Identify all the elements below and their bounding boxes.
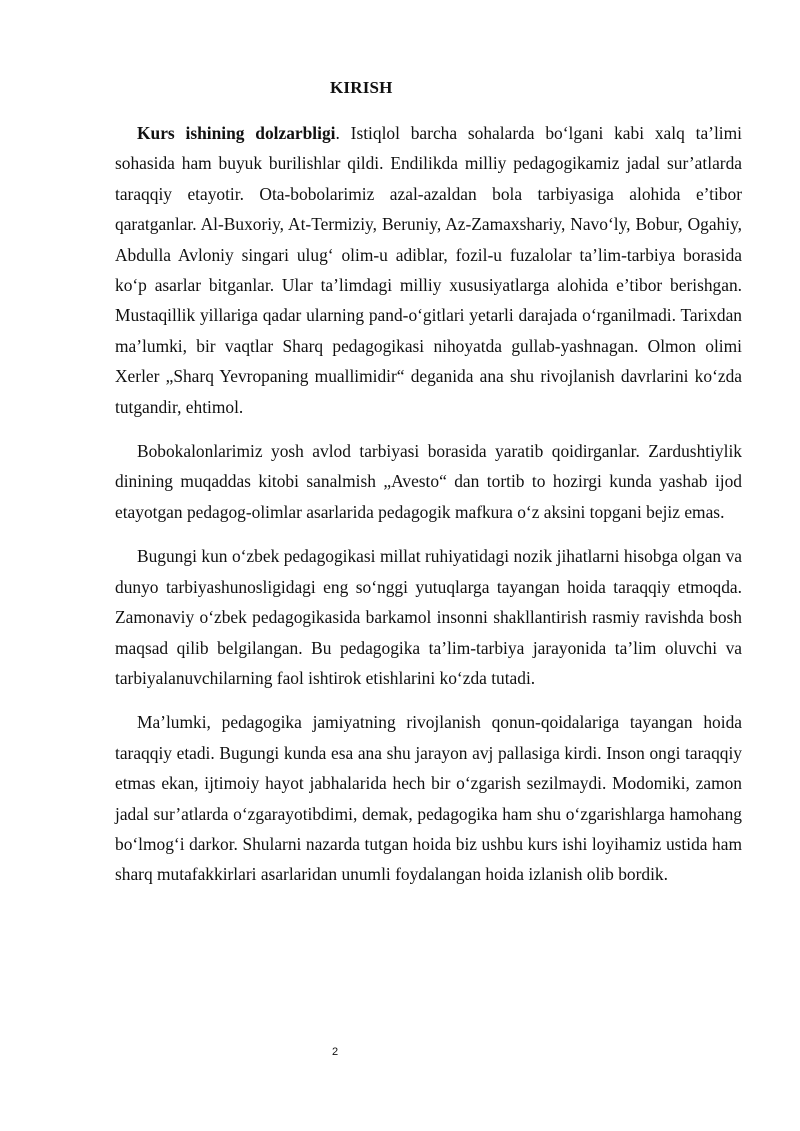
section-heading: KIRISH	[330, 78, 393, 97]
paragraph-1	[115, 118, 742, 422]
paragraph-4	[115, 707, 742, 889]
paragraph-text: Ma’lumki, pedagogika jamiyatning rivojlanish qonun-qoidalariga tayangan hoida taraqqiy etadi. Bugungi kunda esa ana shu jarayon avj pallasiga kirdi. Inson ongi taraqqiy etmas ekan, ijtimoiy hayot jabhalarida hech bir oʻzgarish sezilmaydi. Modomiki, zamon jadal sur’atlarda oʻzgarayotibdimi, demak, pedagogika ham shu oʻzgarishlarga hamohang boʻlmogʻi darkor. Shularni nazarda tutgan hoida biz ushbu kurs ishi loyihamiz ustida ham sharq mutafakkirlari asarlaridan unumli foydalangan hoida izlanish olib bordik.	[115, 712, 742, 885]
page-number: 2	[332, 1046, 339, 1058]
paragraph-lead: Kurs ishining dolzarbligi	[137, 123, 336, 143]
body-text	[115, 118, 742, 904]
paragraph-3	[115, 541, 742, 693]
paragraph-text: Bobokalonlarimiz yosh avlod tarbiyasi borasida yaratib qoidirganlar. Zardushtiylik dinining muqaddas kitobi sanalmish „Avesto“ dan tortib to hozirgi kunda yashab ijod etayotgan pedagog-olimlar asarlarida pedagogik mafkura oʻz aksini topgani bejiz emas.	[115, 441, 742, 522]
paragraph-2	[115, 436, 742, 527]
paragraph-text: . Istiqlol barcha sohalarda boʻlgani kabi xalq ta’limi sohasida ham buyuk burilishlar qildi. Endilikda milliy pedagogikamiz jadal sur’atlarda taraqqiy etayotir. Ota-bobolarimiz azal-azaldan bola tarbiyasiga alohida e’tibor qaratganlar. Al-Buxoriy, At-Termiziy, Beruniy, Az-Zamaxshariy, Navoʻly, Bobur, Ogahiy, Abdulla Avloniy singari ulugʻ olim-u adiblar, fozil-u fuzalolar ta’lim-tarbiya borasida koʻp asarlar bitganlar. Ular ta’limdagi milliy xususiyatlarga alohida e’tibor berishgan. Mustaqillik yillariga qadar ularning pand-oʻgitlari yetarli darajada oʻrganilmadi. Tarixdan ma’lumki, bir vaqtlar Sharq pedagogikasi nihoyatda gullab-yashnagan. Olmon olimi Xerler „Sharq Yevropaning muallimidir“ deganida ana shu rivojlanish davrlarini koʻzda tutgandir, ehtimol.	[115, 123, 742, 417]
paragraph-text: Bugungi kun oʻzbek pedagogikasi millat ruhiyatidagi nozik jihatlarni hisobga olgan va dunyo tarbiyashunosligidagi eng soʻnggi yutuqlarga tayangan hoida taraqqiy etmoqda. Zamonaviy oʻzbek pedagogikasida barkamol insonni shakllantirish rasmiy ravishda bosh maqsad qilib belgilangan. Bu pedagogika ta’lim-tarbiya jarayonida ta’lim oluvchi va tarbiyalanuvchilarning faol ishtirok etishlarini koʻzda tutadi.	[115, 546, 742, 688]
